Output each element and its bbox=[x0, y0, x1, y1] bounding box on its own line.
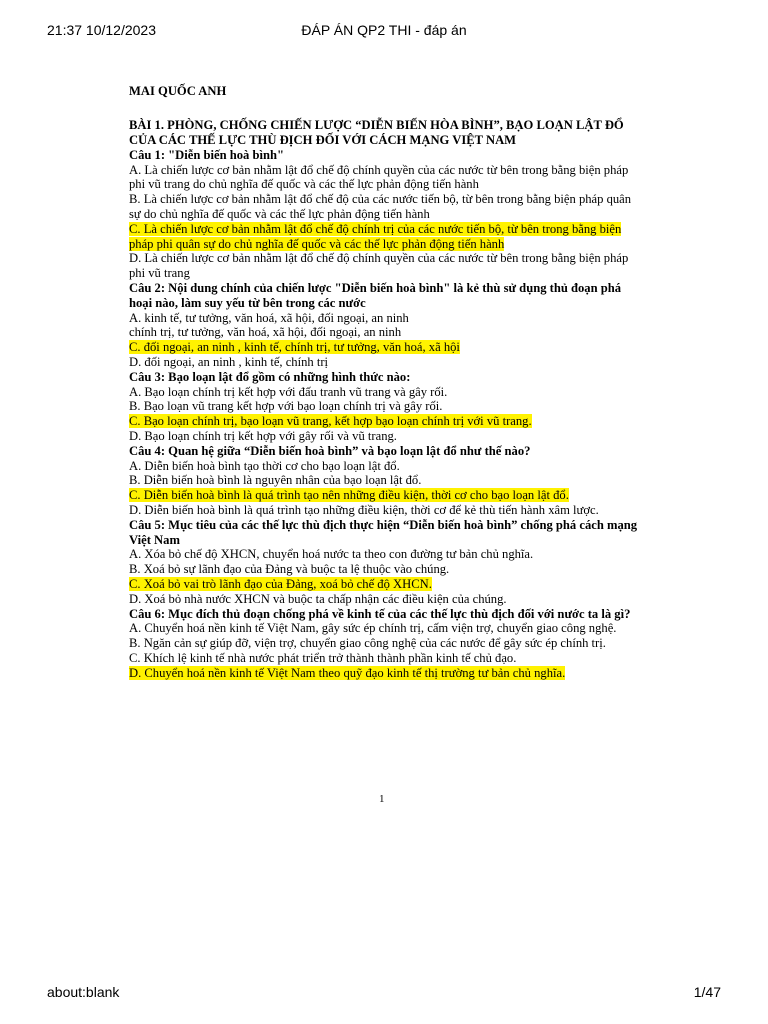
option-c-correct-answer: C. Là chiến lược cơ bản nhằm lật đổ chế độ chính trị của các nước tiến bộ, từ bên trong bằng biện pháp phi quân sự do chủ nghĩa đế quốc và các thế lực phản động tiến hành bbox=[129, 221, 622, 251]
option-b: B. Là chiến lược cơ bản nhằm lật đổ chế độ của các nước tiến bộ, từ bên trong bằng biện pháp quân sự do chủ nghĩa đế quốc và các thế lực phản động tiến hành bbox=[129, 192, 632, 221]
question-title: Câu 5: Mục tiêu của các thế lực thù địch thực hiện “Diễn biến hoà bình” chống phá cách mạng Việt Nam bbox=[129, 517, 638, 547]
document-page bbox=[129, 84, 641, 680]
question-title: Câu 2: Nội dung chính của chiến lược "Diễn biến hoà bình" là kẻ thù sử dụng thủ đoạn phá hoại nào, làm suy yếu từ bên trong các nước bbox=[129, 280, 622, 310]
page-url: about:blank bbox=[47, 984, 120, 1000]
option-a: A. Diễn biến hoà bình tạo thời cơ cho bạo loạn lật đổ. bbox=[129, 458, 400, 473]
option-d: D. Là chiến lược cơ bản nhằm lật đổ chế độ chính quyền của các nước từ bên trong bằng biện pháp phi vũ trang bbox=[129, 251, 629, 281]
option-b: B. Bạo loạn vũ trang kết hợp với bạo loạn chính trị và gây rối. bbox=[129, 399, 443, 414]
question-title: Câu 6: Mục đích thủ đoạn chống phá về kinh tế của các thế lực thù địch đối với nước ta là gì? bbox=[129, 606, 631, 621]
option-b: B. Ngăn cản sự giúp đỡ, viện trợ, chuyển giao công nghệ của các nước để gây sức ép chính trị. bbox=[129, 636, 606, 651]
option-b: B. Diễn biến hoà bình là nguyên nhân của bạo loạn lật đổ. bbox=[129, 473, 422, 488]
document-title: ĐÁP ÁN QP2 THI - đáp án bbox=[301, 22, 467, 38]
option-a: A. Là chiến lược cơ bản nhằm lật đổ chế độ chính quyền của các nước từ bên trong bằng biện pháp phi vũ trang do chủ nghĩa đế quốc và các thế lực phản động tiến hành bbox=[129, 162, 629, 192]
question-1 bbox=[129, 148, 641, 281]
option-d: D. Xoá bỏ nhà nước XHCN và buộc ta chấp nhận các điều kiện của chúng. bbox=[129, 591, 507, 606]
option-b: chính trị, tư tưởng, văn hoá, xã hội, đối ngoại, an ninh bbox=[129, 325, 402, 340]
author-name: MAI QUỐC ANH bbox=[129, 84, 227, 98]
option-a: A. Bạo loạn chính trị kết hợp với đấu tranh vũ trang và gây rối. bbox=[129, 384, 448, 399]
option-c: C. Khích lệ kinh tế nhà nước phát triển trở thành thành phần kinh tế chủ đạo. bbox=[129, 650, 517, 665]
question-title: Câu 4: Quan hệ giữa “Diễn biến hoà bình” và bạo loạn lật đổ như thế nào? bbox=[129, 443, 531, 458]
option-d: D. Bạo loạn chính trị kết hợp với gây rối và vũ trang. bbox=[129, 428, 397, 443]
print-datetime: 21:37 10/12/2023 bbox=[47, 22, 156, 38]
question-title: Câu 3: Bạo loạn lật đổ gồm có những hình thức nào: bbox=[129, 369, 411, 384]
option-a: A. kinh tế, tư tưởng, văn hoá, xã hội, đối ngoại, an ninh bbox=[129, 310, 409, 325]
option-d-correct-answer: D. Chuyển hoá nền kinh tế Việt Nam theo quỹ đạo kinh tế thị trường tư bản chủ nghĩa. bbox=[129, 665, 566, 680]
option-c-correct-answer: C. Bạo loạn chính trị, bạo loạn vũ trang, kết hợp bạo loạn chính trị với vũ trang. bbox=[129, 414, 532, 429]
option-c-correct-answer: C. Xoá bỏ vai trò lãnh đạo của Đảng, xoá bỏ chế độ XHCN. bbox=[129, 576, 432, 591]
option-b: B. Xoá bỏ sự lãnh đạo của Đảng và buộc ta lệ thuộc vào chúng. bbox=[129, 562, 450, 577]
option-d: D. Diễn biến hoà bình là quá trình tạo những điều kiện, thời cơ để kẻ thù tiến hành xâm lược. bbox=[129, 502, 599, 517]
option-c-correct-answer: C. đối ngoại, an ninh , kinh tế, chính trị, tư tưởng, văn hoá, xã hội bbox=[129, 340, 460, 355]
option-a: A. Xóa bỏ chế độ XHCN, chuyển hoá nước ta theo con đường tư bản chủ nghĩa. bbox=[129, 547, 534, 562]
question-6 bbox=[129, 607, 641, 681]
question-title: Câu 1: "Diễn biến hoà bình" bbox=[129, 147, 285, 162]
option-c-correct-answer: C. Diễn biến hoà bình là quá trình tạo nên những điều kiện, thời cơ cho bạo loạn lật đổ. bbox=[129, 488, 569, 503]
option-a: A. Chuyển hoá nền kinh tế Việt Nam, gây sức ép chính trị, cấm viện trợ, chuyển giao công nghệ. bbox=[129, 621, 617, 636]
question-4 bbox=[129, 444, 641, 518]
page-number: 1 bbox=[379, 793, 385, 805]
page-count: 1/47 bbox=[693, 984, 721, 1000]
question-2 bbox=[129, 281, 641, 370]
question-3 bbox=[129, 370, 641, 444]
lesson-title: BÀI 1. PHÒNG, CHỐNG CHIẾN LƯỢC “DIỄN BIẾN HÒA BÌNH”, BẠO LOẠN LẬT ĐỔ CỦA CÁC THẾ LỰC THÙ ĐỊCH ĐỐI VỚI CÁCH MẠNG VIỆT NAM bbox=[129, 117, 624, 147]
option-d: D. đối ngoại, an ninh , kinh tế, chính trị bbox=[129, 354, 329, 369]
question-5 bbox=[129, 518, 641, 607]
